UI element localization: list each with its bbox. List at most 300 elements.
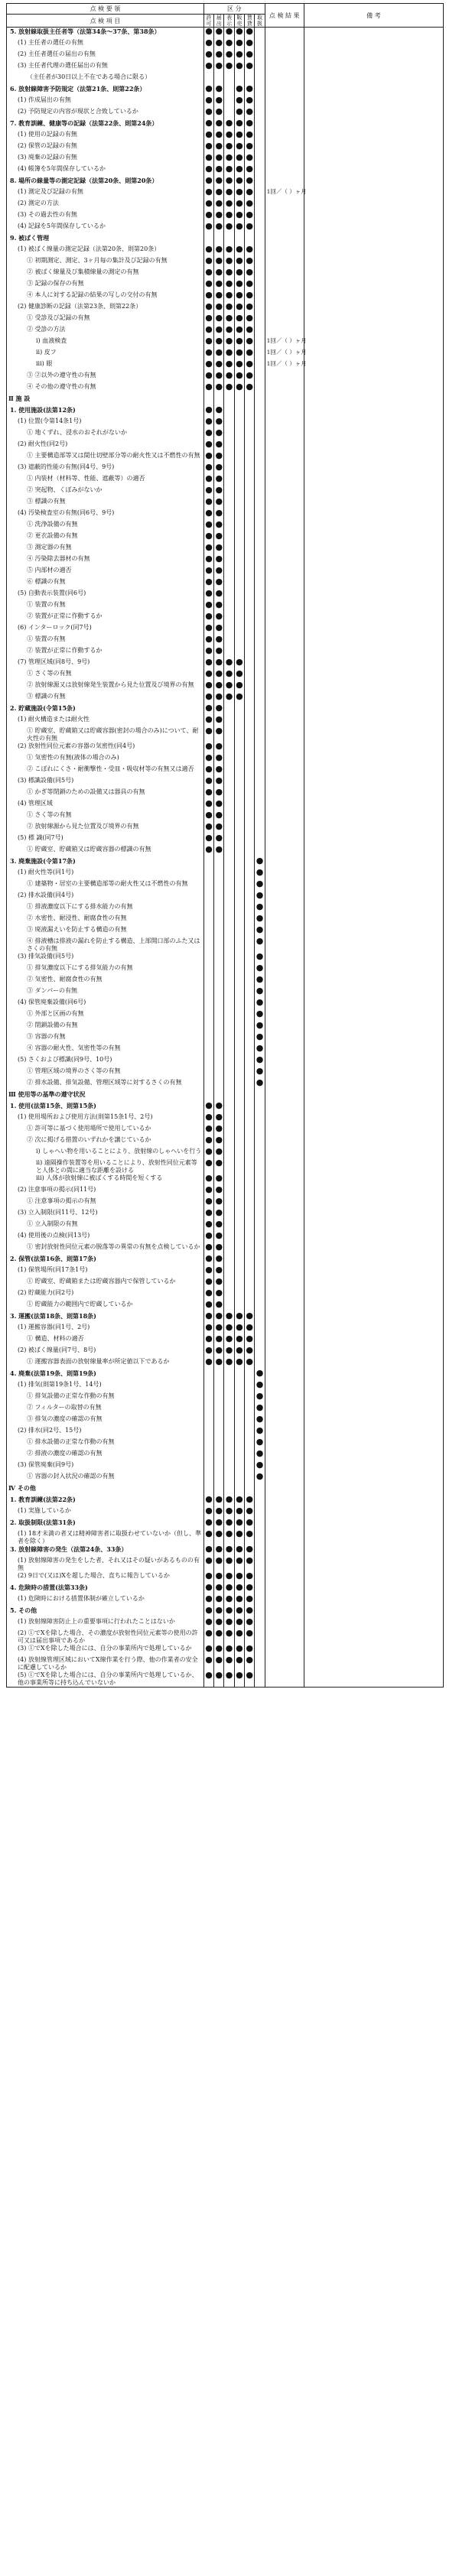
category-cell: [214, 964, 224, 976]
notes-cell[interactable]: [304, 245, 443, 257]
notes-cell[interactable]: [304, 142, 443, 154]
notes-cell[interactable]: [304, 880, 443, 892]
notes-cell[interactable]: [304, 1136, 443, 1148]
notes-cell[interactable]: [304, 1174, 443, 1186]
result-cell[interactable]: [265, 62, 304, 73]
notes-cell[interactable]: [304, 846, 443, 857]
notes-cell[interactable]: [304, 937, 443, 953]
notes-cell[interactable]: [304, 498, 443, 509]
notes-cell[interactable]: [304, 800, 443, 811]
notes-cell[interactable]: [304, 50, 443, 62]
result-cell[interactable]: [265, 234, 304, 245]
notes-cell[interactable]: [304, 1044, 443, 1056]
result-cell[interactable]: [265, 383, 304, 395]
result-cell[interactable]: [265, 1369, 304, 1381]
category-cell: [245, 1266, 255, 1278]
notes-cell[interactable]: [304, 1519, 443, 1530]
notes-cell[interactable]: [304, 892, 443, 903]
notes-cell[interactable]: [304, 869, 443, 880]
notes-cell[interactable]: [304, 635, 443, 647]
result-cell[interactable]: [265, 1186, 304, 1197]
notes-cell[interactable]: [304, 670, 443, 681]
result-cell[interactable]: [265, 788, 304, 800]
result-cell[interactable]: [265, 1450, 304, 1461]
result-cell[interactable]: [265, 716, 304, 727]
notes-cell[interactable]: [304, 1209, 443, 1220]
notes-cell[interactable]: [304, 1557, 443, 1572]
result-cell[interactable]: [265, 670, 304, 681]
notes-cell[interactable]: [304, 999, 443, 1010]
result-cell[interactable]: [265, 1220, 304, 1232]
notes-cell[interactable]: [304, 681, 443, 693]
notes-cell[interactable]: [304, 964, 443, 976]
notes-cell[interactable]: [304, 754, 443, 765]
notes-cell[interactable]: [304, 704, 443, 716]
result-cell[interactable]: [265, 693, 304, 704]
result-cell[interactable]: [265, 406, 304, 417]
result-cell[interactable]: 1回／（ ）ヶ月: [265, 349, 304, 360]
notes-cell[interactable]: [304, 521, 443, 532]
result-cell[interactable]: [265, 857, 304, 869]
result-cell[interactable]: [265, 1159, 304, 1174]
notes-cell[interactable]: [304, 953, 443, 964]
result-cell[interactable]: [265, 1484, 304, 1496]
result-cell[interactable]: [265, 892, 304, 903]
notes-cell[interactable]: [304, 372, 443, 383]
result-cell[interactable]: [265, 1381, 304, 1392]
result-cell[interactable]: [265, 1530, 304, 1545]
result-cell[interactable]: [265, 601, 304, 612]
notes-cell[interactable]: [304, 532, 443, 544]
notes-cell[interactable]: [304, 834, 443, 846]
result-cell[interactable]: [265, 498, 304, 509]
notes-cell[interactable]: [304, 1255, 443, 1266]
applicable-dot-icon: ●: [215, 1322, 223, 1332]
result-cell[interactable]: [265, 555, 304, 567]
result-cell[interactable]: [265, 823, 304, 834]
result-cell[interactable]: [265, 1656, 304, 1671]
notes-cell[interactable]: [304, 1584, 443, 1595]
result-cell[interactable]: [265, 1197, 304, 1209]
result-cell[interactable]: [265, 1067, 304, 1079]
result-cell[interactable]: [265, 200, 304, 211]
result-cell[interactable]: [265, 1671, 304, 1688]
result-cell[interactable]: [265, 1148, 304, 1159]
notes-cell[interactable]: [304, 1358, 443, 1369]
result-cell[interactable]: [265, 658, 304, 670]
result-cell[interactable]: [265, 509, 304, 521]
notes-cell[interactable]: [304, 108, 443, 119]
result-cell[interactable]: [265, 39, 304, 50]
notes-cell[interactable]: [304, 1415, 443, 1427]
result-cell[interactable]: [265, 1572, 304, 1584]
notes-cell[interactable]: [304, 39, 443, 50]
notes-cell[interactable]: [304, 1606, 443, 1618]
category-cell: [224, 1079, 234, 1090]
result-cell[interactable]: [265, 1618, 304, 1629]
notes-cell[interactable]: [304, 1473, 443, 1484]
notes-cell[interactable]: [304, 211, 443, 223]
notes-cell[interactable]: [304, 1572, 443, 1584]
notes-cell[interactable]: [304, 417, 443, 429]
result-cell[interactable]: [265, 1545, 304, 1557]
notes-cell[interactable]: [304, 1618, 443, 1629]
category-cell: [203, 1656, 213, 1671]
notes-cell[interactable]: [304, 1335, 443, 1346]
notes-cell[interactable]: [304, 1197, 443, 1209]
result-cell[interactable]: [265, 1324, 304, 1335]
notes-cell[interactable]: [304, 1159, 443, 1174]
result-cell[interactable]: [265, 1090, 304, 1102]
notes-cell[interactable]: [304, 1125, 443, 1136]
notes-cell[interactable]: [304, 200, 443, 211]
result-cell[interactable]: [265, 268, 304, 280]
result-cell[interactable]: [265, 1595, 304, 1606]
notes-cell[interactable]: [304, 303, 443, 314]
result-cell[interactable]: [265, 1044, 304, 1056]
result-cell[interactable]: [265, 521, 304, 532]
notes-cell[interactable]: [304, 1369, 443, 1381]
result-cell[interactable]: [265, 1312, 304, 1324]
notes-cell[interactable]: [304, 578, 443, 590]
result-cell[interactable]: [265, 1415, 304, 1427]
notes-cell[interactable]: [304, 452, 443, 463]
result-cell[interactable]: [265, 50, 304, 62]
result-cell[interactable]: [265, 987, 304, 999]
notes-cell[interactable]: [304, 360, 443, 372]
notes-cell[interactable]: [304, 1656, 443, 1671]
notes-cell[interactable]: [304, 223, 443, 234]
notes-cell[interactable]: [304, 1438, 443, 1450]
notes-cell[interactable]: [304, 1113, 443, 1125]
notes-cell[interactable]: [304, 429, 443, 440]
result-cell[interactable]: [265, 1056, 304, 1067]
notes-cell[interactable]: [304, 693, 443, 704]
notes-cell[interactable]: [304, 1595, 443, 1606]
notes-cell[interactable]: [304, 987, 443, 999]
result-cell[interactable]: [265, 869, 304, 880]
result-cell[interactable]: [265, 1266, 304, 1278]
notes-cell[interactable]: [304, 406, 443, 417]
result-cell[interactable]: [265, 532, 304, 544]
notes-cell[interactable]: [304, 1496, 443, 1507]
result-cell[interactable]: [265, 417, 304, 429]
notes-cell[interactable]: [304, 1671, 443, 1688]
inspection-item: ① 許可等に基づく使用場所で使用しているか: [7, 1125, 204, 1136]
notes-cell[interactable]: [304, 1102, 443, 1113]
result-cell[interactable]: [265, 1102, 304, 1113]
notes-cell[interactable]: [304, 1392, 443, 1404]
notes-cell[interactable]: [304, 601, 443, 612]
result-cell[interactable]: [265, 765, 304, 777]
result-cell[interactable]: [265, 395, 304, 406]
notes-cell[interactable]: [304, 1033, 443, 1044]
result-cell[interactable]: [265, 624, 304, 635]
notes-cell[interactable]: [304, 349, 443, 360]
notes-cell[interactable]: [304, 765, 443, 777]
notes-cell[interactable]: [304, 823, 443, 834]
result-cell[interactable]: [265, 1519, 304, 1530]
result-cell[interactable]: [265, 223, 304, 234]
notes-cell[interactable]: [304, 1545, 443, 1557]
notes-cell[interactable]: [304, 1289, 443, 1301]
notes-cell[interactable]: [304, 1278, 443, 1289]
notes-cell[interactable]: [304, 555, 443, 567]
notes-cell[interactable]: [304, 337, 443, 349]
notes-cell[interactable]: [304, 903, 443, 914]
notes-cell[interactable]: [304, 1312, 443, 1324]
result-cell[interactable]: [265, 1289, 304, 1301]
notes-cell[interactable]: [304, 1324, 443, 1335]
notes-cell[interactable]: [304, 28, 443, 40]
result-cell[interactable]: [265, 1010, 304, 1022]
result-cell[interactable]: [265, 280, 304, 291]
notes-cell[interactable]: [304, 280, 443, 291]
notes-cell[interactable]: [304, 811, 443, 823]
result-cell[interactable]: [265, 372, 304, 383]
notes-cell[interactable]: [304, 1461, 443, 1473]
result-cell[interactable]: [265, 211, 304, 223]
notes-cell[interactable]: [304, 658, 443, 670]
result-cell[interactable]: [265, 1033, 304, 1044]
result-cell[interactable]: [265, 165, 304, 177]
notes-cell[interactable]: [304, 314, 443, 326]
result-cell[interactable]: [265, 452, 304, 463]
result-cell[interactable]: [265, 742, 304, 754]
notes-cell[interactable]: [304, 590, 443, 601]
result-cell[interactable]: 1回／（ ）ヶ月: [265, 337, 304, 349]
notes-cell[interactable]: [304, 154, 443, 165]
result-cell[interactable]: [265, 1358, 304, 1369]
result-cell[interactable]: [265, 681, 304, 693]
notes-cell[interactable]: [304, 1090, 443, 1102]
notes-cell[interactable]: [304, 777, 443, 788]
notes-cell[interactable]: [304, 1148, 443, 1159]
notes-cell[interactable]: [304, 1022, 443, 1033]
result-cell[interactable]: [265, 754, 304, 765]
result-cell[interactable]: [265, 1427, 304, 1438]
result-cell[interactable]: [265, 590, 304, 601]
result-cell[interactable]: [265, 612, 304, 624]
category-cell: [214, 1369, 224, 1381]
result-cell[interactable]: [265, 96, 304, 108]
result-cell[interactable]: [265, 704, 304, 716]
result-cell[interactable]: [265, 1022, 304, 1033]
result-cell[interactable]: [265, 1557, 304, 1572]
result-cell[interactable]: [265, 834, 304, 846]
table-row: [7, 727, 444, 742]
notes-cell[interactable]: [304, 857, 443, 869]
notes-cell[interactable]: [304, 1056, 443, 1067]
result-cell[interactable]: [265, 964, 304, 976]
result-cell[interactable]: [265, 28, 304, 40]
category-cell: [203, 914, 213, 926]
notes-cell[interactable]: [304, 1629, 443, 1645]
result-cell[interactable]: [265, 326, 304, 337]
result-cell[interactable]: [265, 953, 304, 964]
result-cell[interactable]: [265, 440, 304, 452]
result-cell[interactable]: [265, 647, 304, 658]
notes-cell[interactable]: [304, 1301, 443, 1312]
applicable-dot-icon: ●: [205, 1288, 213, 1298]
notes-cell[interactable]: [304, 1381, 443, 1392]
result-cell[interactable]: [265, 1255, 304, 1266]
result-cell[interactable]: [265, 777, 304, 788]
result-cell[interactable]: [265, 1473, 304, 1484]
result-cell[interactable]: [265, 914, 304, 926]
result-cell[interactable]: [265, 1629, 304, 1645]
result-cell[interactable]: 1回／（ ）ヶ月: [265, 360, 304, 372]
result-cell[interactable]: [265, 880, 304, 892]
result-cell[interactable]: [265, 1496, 304, 1507]
notes-cell[interactable]: [304, 383, 443, 395]
result-cell[interactable]: [265, 937, 304, 953]
result-cell[interactable]: [265, 1438, 304, 1450]
notes-cell[interactable]: [304, 73, 443, 85]
notes-cell[interactable]: [304, 1450, 443, 1461]
result-cell[interactable]: [265, 429, 304, 440]
notes-cell[interactable]: [304, 1507, 443, 1519]
result-cell[interactable]: [265, 811, 304, 823]
result-cell[interactable]: [265, 1507, 304, 1519]
notes-cell[interactable]: [304, 509, 443, 521]
result-cell[interactable]: [265, 486, 304, 498]
result-cell[interactable]: [265, 578, 304, 590]
result-cell[interactable]: [265, 976, 304, 987]
notes-cell[interactable]: [304, 1186, 443, 1197]
notes-cell[interactable]: [304, 1079, 443, 1090]
notes-cell[interactable]: [304, 440, 443, 452]
result-cell[interactable]: [265, 727, 304, 742]
result-cell[interactable]: [265, 1209, 304, 1220]
notes-cell[interactable]: [304, 1220, 443, 1232]
result-cell[interactable]: [265, 1301, 304, 1312]
notes-cell[interactable]: [304, 463, 443, 475]
result-cell[interactable]: [265, 1243, 304, 1255]
notes-cell[interactable]: [304, 1346, 443, 1358]
notes-cell[interactable]: [304, 395, 443, 406]
result-cell[interactable]: [265, 926, 304, 937]
notes-cell[interactable]: [304, 1404, 443, 1415]
notes-cell[interactable]: [304, 188, 443, 200]
notes-cell[interactable]: [304, 119, 443, 131]
result-cell[interactable]: [265, 1113, 304, 1125]
result-cell[interactable]: [265, 1335, 304, 1346]
notes-cell[interactable]: [304, 612, 443, 624]
result-cell[interactable]: [265, 1232, 304, 1243]
result-cell[interactable]: [265, 903, 304, 914]
result-cell[interactable]: [265, 1461, 304, 1473]
notes-cell[interactable]: [304, 716, 443, 727]
notes-cell[interactable]: [304, 1243, 443, 1255]
result-cell[interactable]: [265, 1278, 304, 1289]
notes-cell[interactable]: [304, 475, 443, 486]
notes-cell[interactable]: [304, 257, 443, 268]
result-cell[interactable]: [265, 1392, 304, 1404]
result-cell[interactable]: [265, 119, 304, 131]
result-cell[interactable]: [265, 177, 304, 188]
notes-cell[interactable]: [304, 727, 443, 742]
result-cell[interactable]: [265, 1125, 304, 1136]
notes-cell[interactable]: [304, 1266, 443, 1278]
result-cell[interactable]: [265, 85, 304, 96]
result-cell[interactable]: [265, 73, 304, 85]
result-cell[interactable]: [265, 567, 304, 578]
result-cell[interactable]: [265, 314, 304, 326]
result-cell[interactable]: [265, 245, 304, 257]
notes-cell[interactable]: [304, 326, 443, 337]
notes-cell[interactable]: [304, 85, 443, 96]
result-cell[interactable]: [265, 544, 304, 555]
result-cell[interactable]: [265, 1645, 304, 1656]
notes-cell[interactable]: [304, 1067, 443, 1079]
notes-cell[interactable]: [304, 268, 443, 280]
result-cell[interactable]: [265, 1136, 304, 1148]
result-cell[interactable]: [265, 257, 304, 268]
applicable-dot-icon: ●: [256, 1077, 264, 1087]
result-cell[interactable]: [265, 1584, 304, 1595]
result-cell[interactable]: [265, 800, 304, 811]
result-cell[interactable]: [265, 463, 304, 475]
result-cell[interactable]: 1回／（ ）ヶ月: [265, 188, 304, 200]
notes-cell[interactable]: [304, 1645, 443, 1656]
result-cell[interactable]: [265, 1606, 304, 1618]
notes-cell[interactable]: [304, 96, 443, 108]
result-cell[interactable]: [265, 303, 304, 314]
result-cell[interactable]: [265, 154, 304, 165]
notes-cell[interactable]: [304, 1530, 443, 1545]
table-row: [7, 62, 444, 73]
result-cell[interactable]: [265, 1404, 304, 1415]
result-cell[interactable]: [265, 1174, 304, 1186]
category-cell: [224, 1289, 234, 1301]
notes-cell[interactable]: [304, 976, 443, 987]
result-cell[interactable]: [265, 142, 304, 154]
applicable-dot-icon: ●: [215, 1506, 223, 1515]
notes-cell[interactable]: [304, 1484, 443, 1496]
notes-cell[interactable]: [304, 926, 443, 937]
result-cell[interactable]: [265, 999, 304, 1010]
notes-cell[interactable]: [304, 624, 443, 635]
notes-cell[interactable]: [304, 742, 443, 754]
result-cell[interactable]: [265, 846, 304, 857]
notes-cell[interactable]: [304, 1010, 443, 1022]
notes-cell[interactable]: [304, 788, 443, 800]
result-cell[interactable]: [265, 1346, 304, 1358]
result-cell[interactable]: [265, 635, 304, 647]
notes-cell[interactable]: [304, 1427, 443, 1438]
notes-cell[interactable]: [304, 567, 443, 578]
notes-cell[interactable]: [304, 234, 443, 245]
notes-cell[interactable]: [304, 291, 443, 303]
notes-cell[interactable]: [304, 1232, 443, 1243]
notes-cell[interactable]: [304, 177, 443, 188]
notes-cell[interactable]: [304, 165, 443, 177]
notes-cell[interactable]: [304, 647, 443, 658]
result-cell[interactable]: [265, 131, 304, 142]
result-cell[interactable]: [265, 475, 304, 486]
result-cell[interactable]: [265, 291, 304, 303]
notes-cell[interactable]: [304, 544, 443, 555]
inspection-item: 8. 場所の線量等の測定記録（法第20条、則第20条）: [7, 177, 204, 188]
notes-cell[interactable]: [304, 62, 443, 73]
result-cell[interactable]: [265, 108, 304, 119]
notes-cell[interactable]: [304, 914, 443, 926]
notes-cell[interactable]: [304, 131, 443, 142]
table-row: [7, 953, 444, 964]
result-cell[interactable]: [265, 1079, 304, 1090]
notes-cell[interactable]: [304, 486, 443, 498]
